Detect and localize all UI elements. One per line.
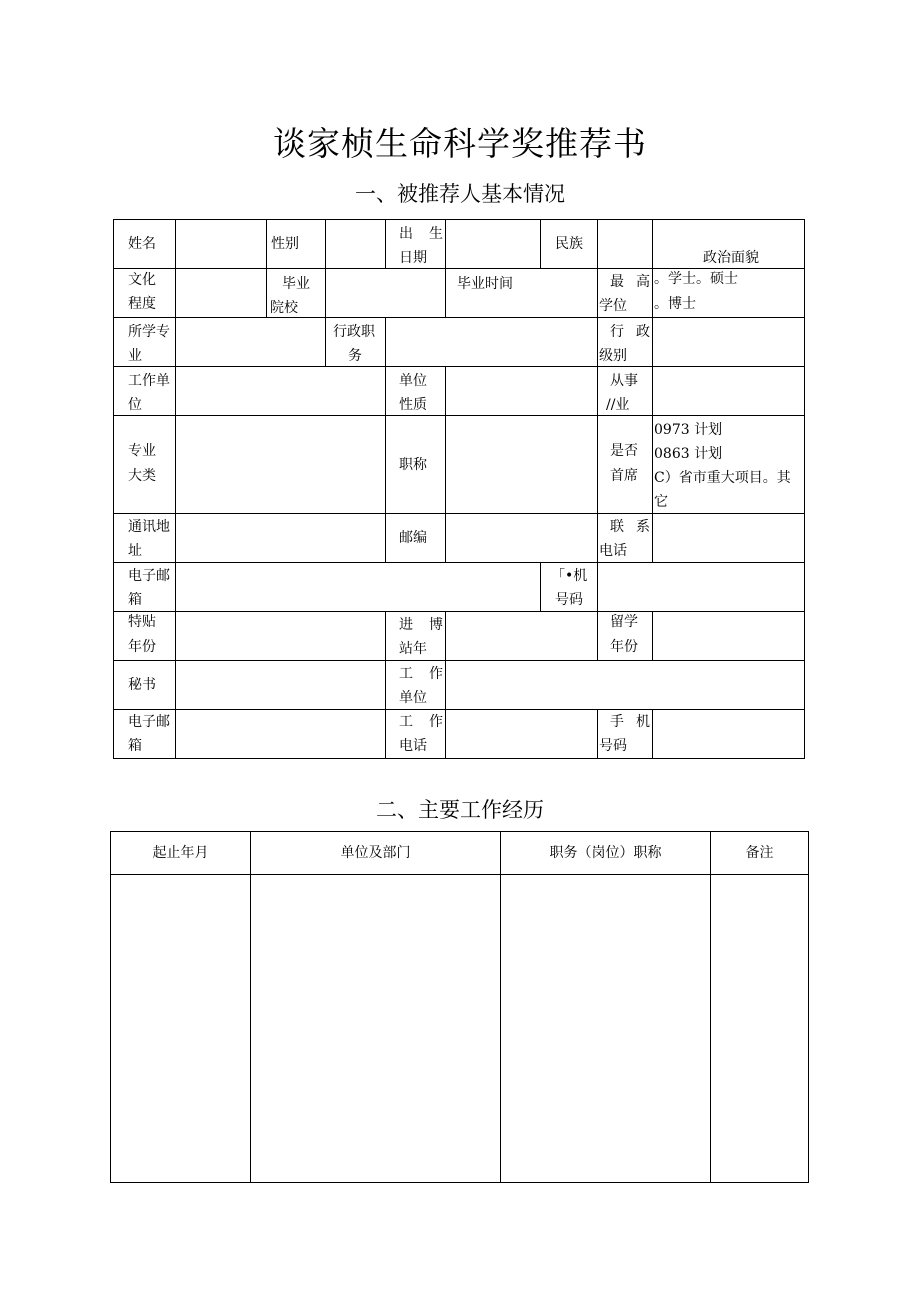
- table-rule: [266, 268, 267, 317]
- table-rule: [652, 611, 653, 660]
- label-work-phone-2: 电话: [399, 738, 427, 754]
- label-postdoc-year: [399, 613, 443, 637]
- table-rule: [597, 366, 598, 415]
- table-rule: [325, 317, 326, 366]
- label-secretary-unit-part: 作: [429, 666, 443, 682]
- label-highest-degree-2: 学位: [599, 298, 627, 314]
- table-rule: [385, 513, 386, 562]
- table-rule: [113, 660, 805, 661]
- column-header-unit: 单位及部门: [340, 845, 411, 861]
- table-rule: [175, 219, 176, 759]
- label-admin-post: 行政职: [333, 324, 375, 340]
- table-rule: [325, 268, 326, 317]
- label-contact-phone-part: 联: [610, 519, 624, 535]
- label-secretary: 秘书: [128, 677, 156, 693]
- table-rule: [445, 513, 446, 562]
- label-contact-phone-2: 电话: [599, 543, 627, 559]
- label-grad-school-2: 院校: [270, 300, 298, 316]
- label-secretary-mobile-part: 手: [610, 714, 624, 730]
- label-gender: 性别: [271, 236, 299, 252]
- label-professional-title: 职称: [399, 457, 427, 473]
- label-contact-phone-part: 系: [636, 519, 650, 535]
- column-header-period: 起止年月: [152, 845, 209, 861]
- label-highest-degree-part: 高: [636, 274, 650, 290]
- label-admin-post-2: 务: [348, 348, 362, 364]
- table-rule: [445, 219, 446, 268]
- table-rule: [808, 831, 809, 1183]
- section-title-work-history: 二、主要工作经历: [376, 798, 544, 822]
- table-rule: [597, 219, 598, 268]
- column-header-position: 职务（岗位）职称: [549, 845, 662, 861]
- label-field: 专业: [128, 443, 156, 459]
- label-education-2: 程度: [128, 296, 156, 312]
- table-rule: [597, 611, 598, 660]
- degree-options-2: 。博士: [654, 296, 696, 312]
- label-unit-nature-2: 性质: [399, 397, 427, 413]
- label-allowance-year-2: 年份: [128, 639, 156, 655]
- column-header-remarks: 备注: [745, 845, 774, 861]
- table-rule: [113, 709, 805, 710]
- label-education: 文化: [128, 272, 156, 288]
- label-admin-level: [610, 320, 650, 344]
- table-rule: [445, 268, 446, 317]
- label-contact-phone: [610, 515, 650, 539]
- page-title: 谈家桢生命科学奖推荐书: [273, 124, 647, 163]
- table-rule: [445, 611, 446, 660]
- label-major: 所学专: [128, 324, 170, 340]
- label-birth-date-2: 日期: [399, 250, 427, 266]
- label-address: 通讯地: [128, 519, 170, 535]
- label-highest-degree: [610, 270, 650, 294]
- label-postdoc-year-2: 站年: [399, 641, 427, 657]
- table-rule: [250, 831, 251, 1183]
- label-secretary-mobile: [610, 710, 650, 734]
- table-rule: [445, 366, 446, 415]
- label-postdoc-year-part: 进: [399, 617, 413, 633]
- project-option-other: C）省市重大项目。其它: [654, 470, 791, 510]
- table-rule: [110, 831, 111, 1183]
- table-rule: [385, 415, 386, 513]
- label-study-abroad-year-2: 年份: [610, 639, 638, 655]
- label-occupation: 从事: [610, 373, 638, 389]
- label-admin-level-part: 政: [636, 324, 650, 340]
- table-rule: [500, 831, 501, 1183]
- table-rule: [652, 415, 653, 513]
- table-rule: [110, 874, 809, 875]
- table-rule: [113, 317, 805, 318]
- table-rule: [385, 709, 386, 758]
- label-mobile-2: 号码: [555, 592, 583, 608]
- label-graduation-time: 毕业时间: [457, 276, 513, 292]
- table-rule: [266, 219, 267, 268]
- label-birth-date-part: 生: [429, 226, 443, 242]
- label-admin-level-part: 行: [610, 324, 624, 340]
- table-rule: [113, 366, 805, 367]
- degree-options: 。学士。硕士: [654, 271, 738, 287]
- table-rule: [652, 317, 653, 366]
- table-rule: [445, 415, 446, 513]
- label-secretary-unit-2: 单位: [399, 690, 427, 706]
- section-title-basic-info: 一、被推荐人基本情况: [355, 182, 565, 206]
- table-rule: [110, 831, 809, 832]
- table-rule: [804, 219, 805, 759]
- label-name: 姓名: [128, 236, 156, 252]
- label-email: 电子邮: [128, 568, 170, 584]
- table-rule: [113, 219, 114, 759]
- label-occupation-2: //业: [606, 397, 630, 413]
- table-rule: [110, 1182, 809, 1183]
- label-work-phone-part: 工: [399, 714, 413, 730]
- label-political-status: 政治面貌: [703, 250, 759, 266]
- label-mobile: 「•机: [551, 568, 588, 584]
- label-postdoc-year-part: 博: [429, 617, 443, 633]
- label-unit-nature: 单位: [399, 373, 427, 389]
- label-employer-2: 位: [128, 397, 142, 413]
- label-birth-date-part: 出: [399, 226, 413, 242]
- label-chief: 是否: [610, 443, 638, 459]
- label-admin-level-2: 级别: [599, 348, 627, 364]
- label-employer: 工作单: [128, 373, 170, 389]
- table-rule: [325, 219, 326, 268]
- label-study-abroad-year: 留学: [610, 614, 638, 630]
- table-rule: [385, 317, 386, 366]
- label-allowance-year: 特贴: [128, 614, 156, 630]
- label-highest-degree-part: 最: [610, 274, 624, 290]
- table-rule: [445, 709, 446, 758]
- project-option-863: 0863 计划: [654, 446, 723, 462]
- label-field-2: 大类: [128, 468, 156, 484]
- label-secretary-email: 电子邮: [128, 714, 170, 730]
- table-rule: [540, 562, 541, 611]
- label-work-phone-part: 作: [429, 714, 443, 730]
- table-rule: [385, 611, 386, 660]
- table-rule: [385, 219, 386, 268]
- table-rule: [385, 366, 386, 415]
- table-rule: [540, 219, 541, 268]
- table-rule: [652, 709, 653, 758]
- label-grad-school: 毕业: [282, 276, 310, 292]
- table-rule: [597, 415, 598, 513]
- label-birth-date: [399, 222, 443, 246]
- label-ethnicity: 民族: [555, 236, 583, 252]
- table-rule: [597, 317, 598, 366]
- table-rule: [710, 831, 711, 1183]
- table-rule: [597, 513, 598, 562]
- table-rule: [652, 219, 653, 268]
- label-work-phone: [399, 710, 443, 734]
- table-rule: [113, 562, 805, 563]
- label-secretary-mobile-part: 机: [636, 714, 650, 730]
- label-secretary-unit-part: 工: [399, 666, 413, 682]
- label-postcode: 邮编: [399, 530, 427, 546]
- label-secretary-unit: [399, 662, 443, 686]
- label-major-2: 业: [128, 348, 142, 364]
- table-rule: [652, 366, 653, 415]
- label-address-2: 址: [128, 543, 142, 559]
- table-rule: [113, 219, 805, 220]
- table-rule: [597, 268, 598, 317]
- label-secretary-mobile-2: 号码: [599, 738, 627, 754]
- label-chief-2: 首席: [610, 468, 638, 484]
- table-rule: [652, 268, 653, 317]
- project-option-973: 0973 计划: [654, 422, 723, 438]
- table-rule: [445, 660, 446, 709]
- table-rule: [113, 758, 805, 759]
- table-rule: [597, 562, 598, 611]
- table-rule: [113, 415, 805, 416]
- label-secretary-email-2: 箱: [128, 738, 142, 754]
- label-email-2: 箱: [128, 592, 142, 608]
- table-rule: [597, 709, 598, 758]
- table-rule: [652, 513, 653, 562]
- table-rule: [385, 660, 386, 709]
- table-rule: [113, 611, 805, 612]
